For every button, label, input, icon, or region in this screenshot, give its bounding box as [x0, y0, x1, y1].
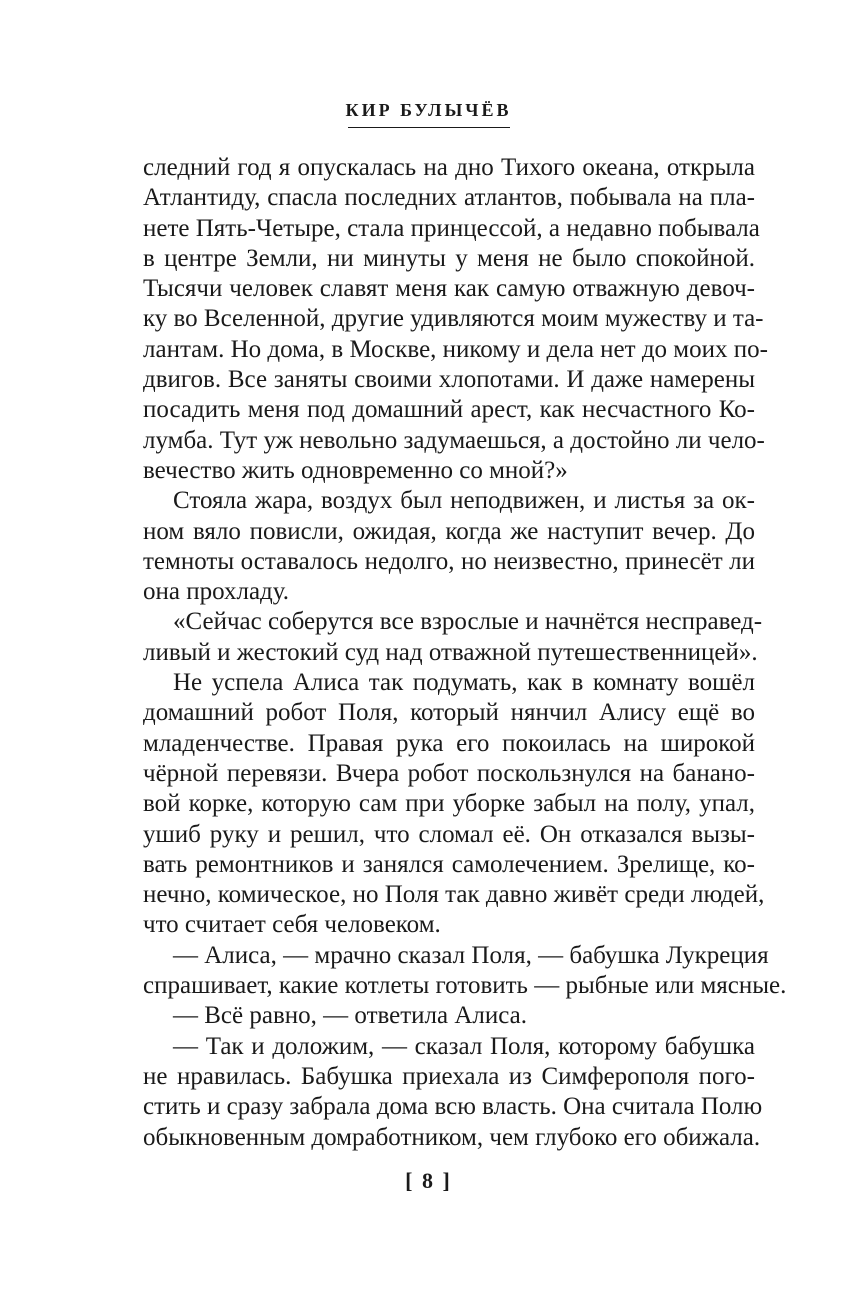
running-head [0, 100, 857, 128]
text-line: ушиб руку и решил, что сломал её. Он отказался вызы- [143, 820, 755, 848]
text-line: ливый и жестокий суд над отважной путешественницей». [143, 638, 758, 666]
text-line: младенчестве. Правая рука его покоилась на широкой [143, 729, 755, 757]
text-line: темноты оставалось недолго, но неизвестно, принесёт ли [143, 547, 755, 575]
running-head-rule [348, 127, 510, 128]
text-line: посадить меня под домашний арест, как несчастного Ко- [143, 396, 755, 424]
text-line: нечно, комическое, но Поля так давно живёт среди людей, [143, 881, 765, 909]
text-line: стить и сразу забрала дома всю власть. Она считала Полю [143, 1093, 763, 1121]
text-line: ку во Вселенной, другие удивляются моим мужеству и та- [143, 305, 764, 333]
text-line: вечество жить одновременно со мной?» [143, 456, 568, 484]
text-line: Не успела Алиса так подумать, как в комнату вошёл [173, 669, 755, 697]
body-text [143, 153, 787, 1153]
text-line: лумба. Тут уж невольно задумаешься, а достойно ли чело- [143, 426, 765, 454]
text-line: спрашивает, какие котлеты готовить — рыбные или мясные. [143, 972, 787, 1000]
text-line: — Всё равно, — ответила Алиса. [173, 1002, 528, 1030]
text-line: — Алиса, — мрачно сказал Поля, — бабушка Лукреция [173, 941, 769, 969]
text-line: нете Пять-Четыре, стала принцессой, а недавно побывала [143, 214, 760, 242]
text-line: что считает себя человеком. [143, 911, 441, 939]
text-line: чёрной перевязи. Вчера робот поскользнулся на бананo- [143, 759, 755, 787]
text-line: Тысячи человек славят меня как самую отважную девоч- [143, 275, 755, 303]
running-head-title: КИР БУЛЫЧЁВ [345, 100, 512, 120]
text-line: не нравилась. Бабушка приехала из Симферополя пого- [143, 1062, 755, 1090]
text-line: двигов. Все заняты своими хлопотами. И даже намерены [143, 366, 755, 394]
text-line: «Сейчас соберутся все взрослые и начнётся несправед- [173, 608, 763, 636]
text-line: лантам. Но дома, в Москве, никому и дела нет до моих по- [143, 335, 768, 363]
text-line: — Так и доложим, — сказал Поля, которому бабушка [173, 1032, 755, 1060]
text-line: домашний робот Поля, который нянчил Алису ещё во [143, 699, 755, 727]
text-line: обыкновенным домработником, чем глубоко его обижала. [143, 1123, 761, 1151]
text-line: вой корке, которую сам при уборке забыл на полу, упал, [143, 790, 755, 818]
text-line: она прохладу. [143, 578, 290, 606]
text-line: Атлантиду, спасла последних атлантов, побывала на пла- [143, 184, 755, 212]
text-line: в центре Земли, ни минуты у меня не было спокойной. [143, 244, 755, 272]
text-line: ном вяло повисли, ожидая, когда же наступит вечер. До [143, 517, 755, 545]
text-line: вать ремонтников и занялся самолечением. Зрелище, ко- [143, 850, 755, 878]
page-number: [ 8 ] [405, 1168, 452, 1193]
text-line: Стояла жара, воздух был неподвижен, и листья за ок- [173, 487, 755, 515]
text-line: следний год я опускалась на дно Тихого океана, открыла [143, 154, 755, 181]
